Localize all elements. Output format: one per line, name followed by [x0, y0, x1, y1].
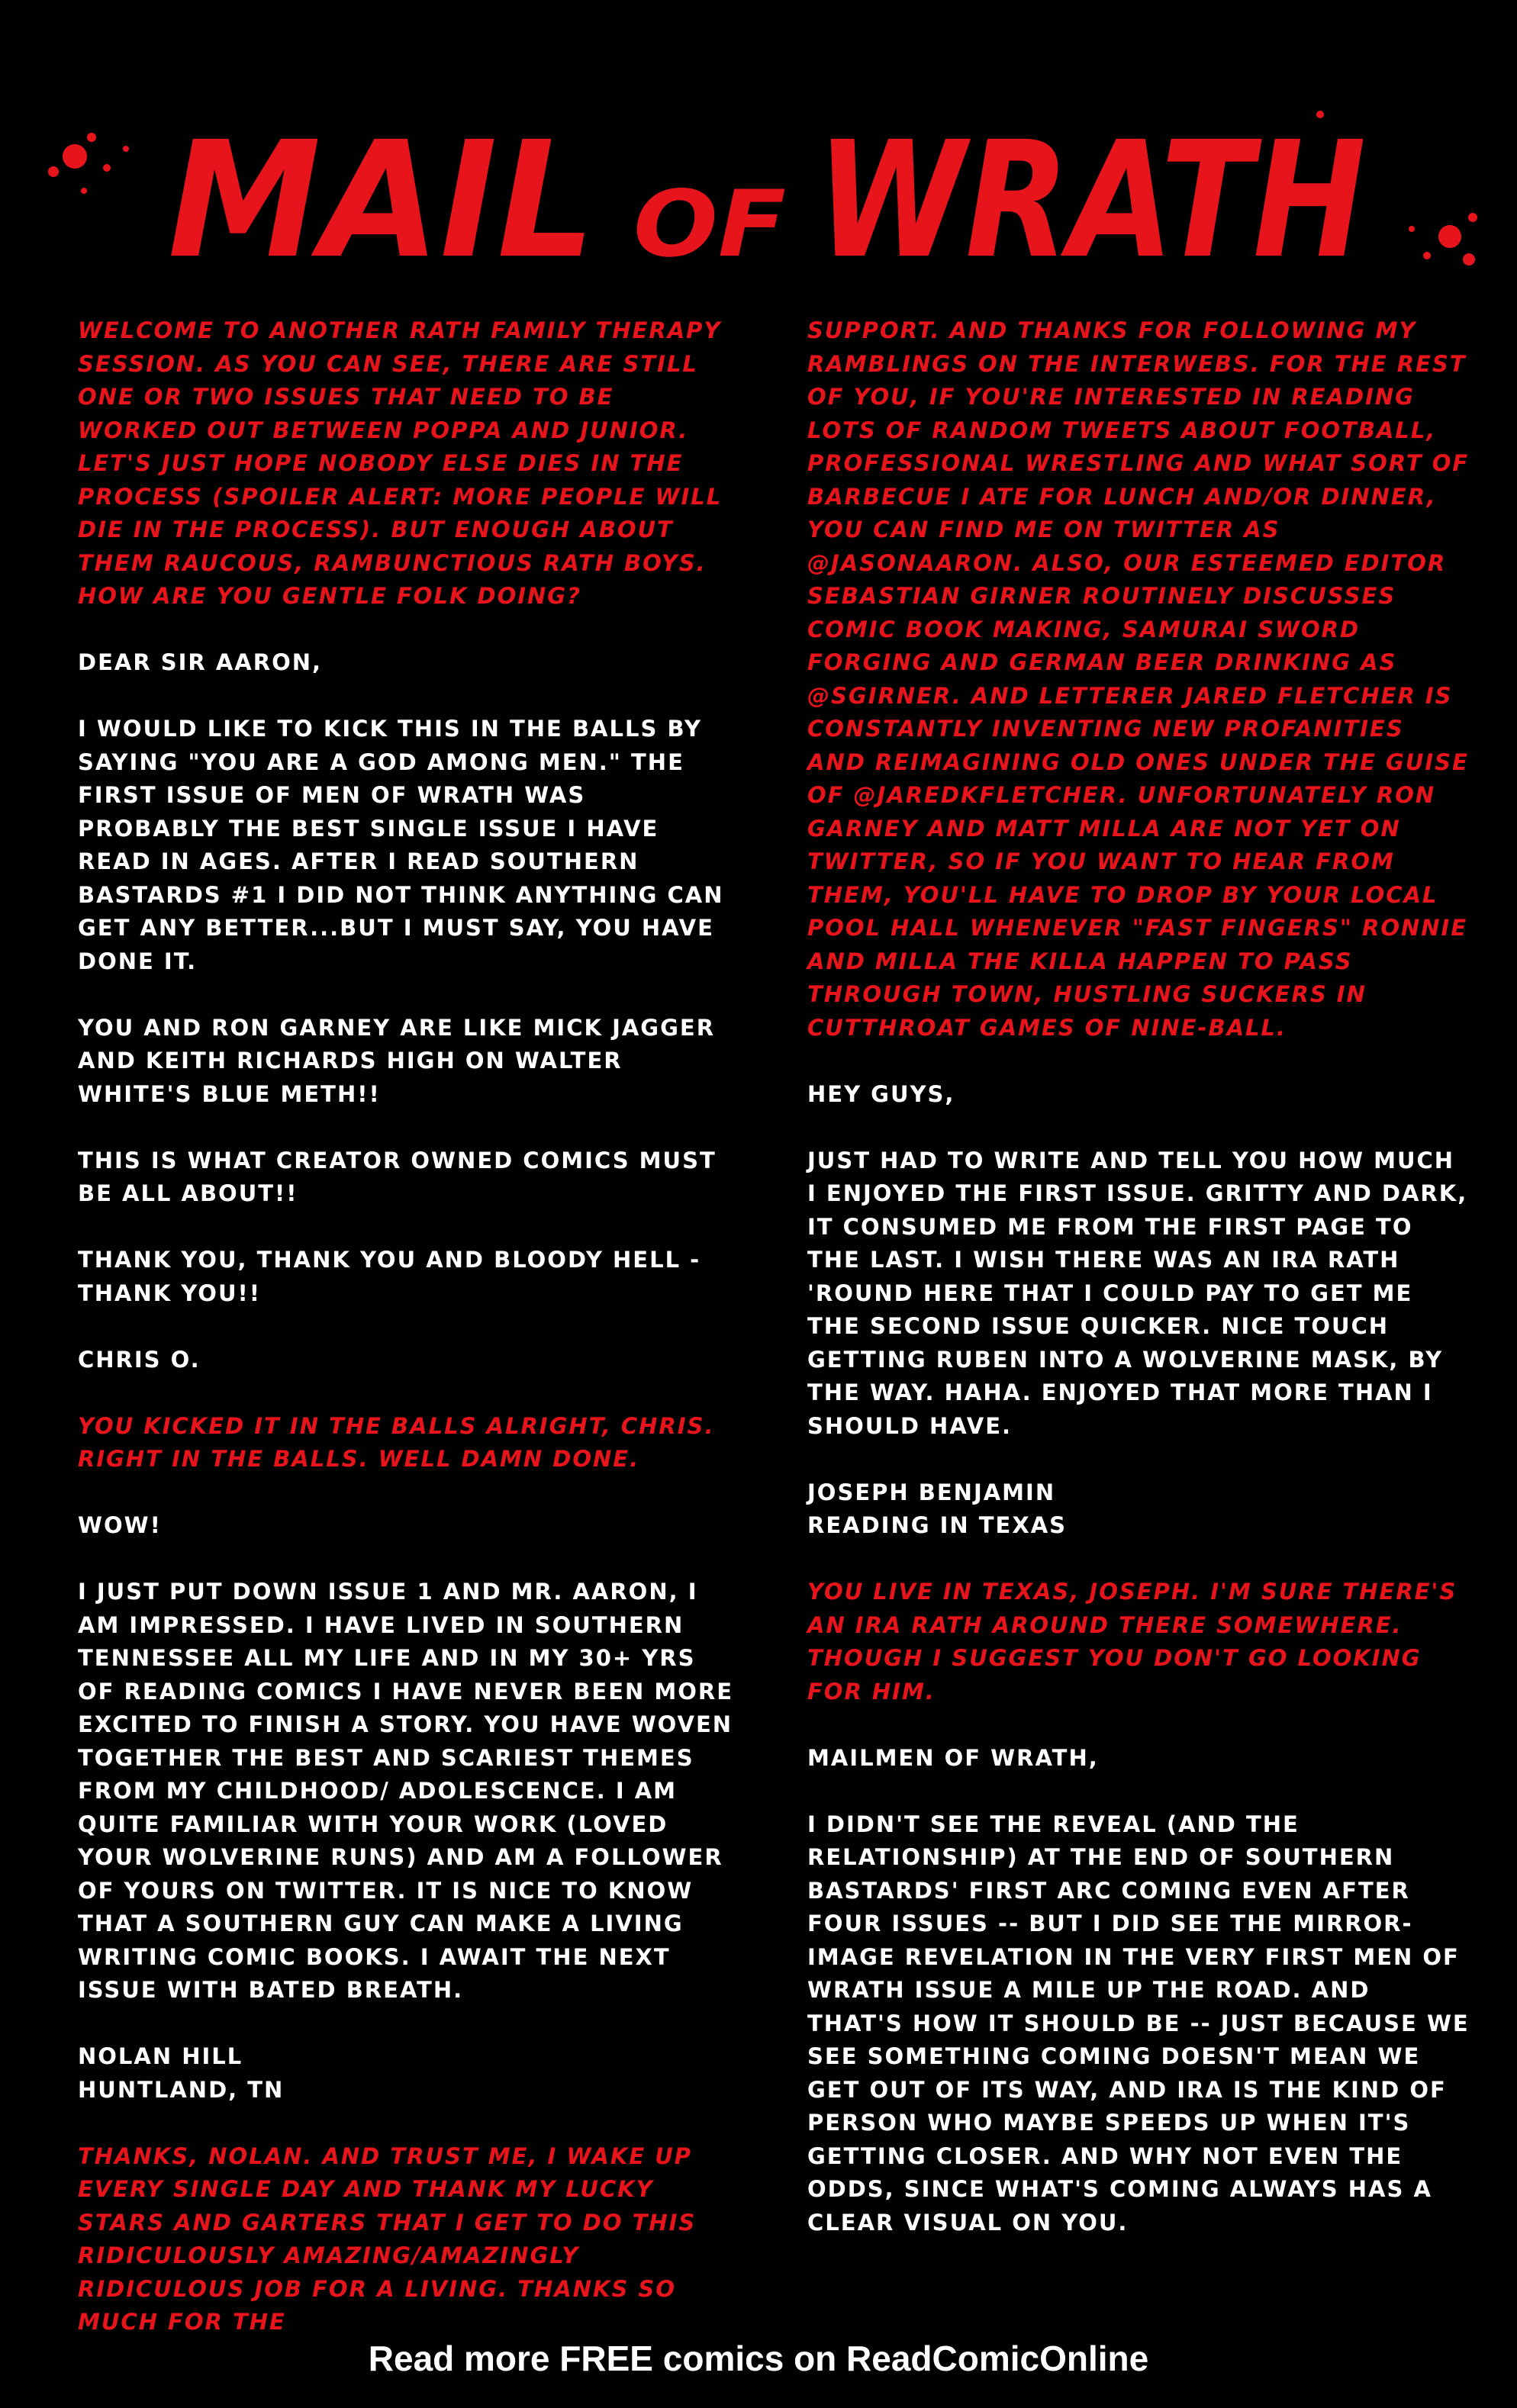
title-wrath: WRATH: [816, 107, 1366, 294]
page-title: [0, 84, 1517, 298]
letter-body: THIS IS WHAT CREATOR OWNED COMICS MUST BE ALL ABOUT!!: [78, 1147, 717, 1206]
editor-reply: YOU KICKED IT IN THE BALLS ALRIGHT, CHRIS. RIGHT IN THE BALLS. WELL DAMN DONE.: [78, 1412, 715, 1472]
editor-reply: SUPPORT. AND THANKS FOR FOLLOWING MY RAMBLINGS ON THE INTERWEBS. FOR THE REST OF YOU, IF YOU'RE INTERESTED IN READING LOTS OF RANDOM TWEETS ABOUT FOOTBALL, PROFESSIONAL WRESTLING AND WHAT SORT OF BARBECUE I ATE FOR LUNCH AND/OR DINNER, YOU CAN FIND ME ON TWITTER AS @JASONAARON. ALSO, OUR ESTEEMED EDITOR SEBASTIAN GIRNER ROUTINELY DISCUSSES COMIC BOOK MAKING, SAMURAI SWORD FORGING AND GERMAN BEER DRINKING AS @SGIRNER. AND LETTERER JARED FLETCHER IS CONSTANTLY INVENTING NEW PROFANITIES AND REIMAGINING OLD ONES UNDER THE GUISE OF @JAREDKFLETCHER. UNFORTUNATELY RON GARNEY AND MATT MILLA ARE NOT YET ON TWITTER, SO IF YOU WANT TO HEAR FROM THEM, YOU'LL HAVE TO DROP BY YOUR LOCAL POOL HALL WHENEVER "FAST FINGERS" RONNIE AND MILLA THE KILLA HAPPEN TO PASS THROUGH TOWN, HUSTLING SUCKERS IN CUTTHROAT GAMES OF NINE-BALL.: [807, 317, 1470, 1041]
letters-column-left: [78, 314, 734, 2372]
letter-salutation: HEY GUYS,: [807, 1080, 955, 1107]
letter-salutation: WOW!: [78, 1512, 162, 1538]
editor-reply: THANKS, NOLAN. AND TRUST ME, I WAKE UP EVERY SINGLE DAY AND THANK MY LUCKY STARS AND GARTERS THAT I GET TO DO THIS RIDICULOUSLY AMAZING/AMAZINGLY RIDICULOUS JOB FOR A LIVING. THANKS SO MUCH FOR THE: [78, 2142, 697, 2335]
blood-splatter-left-icon: [48, 133, 129, 194]
footer-banner: Read more FREE comics on ReadComicOnline: [368, 2339, 1149, 2378]
letter-body: JUST HAD TO WRITE AND TELL YOU HOW MUCH I ENJOYED THE FIRST ISSUE. GRITTY AND DARK, IT CONSUMED ME FROM THE FIRST PAGE TO THE LAST. I WISH THERE WAS AN IRA RATH 'ROUND HERE THAT I COULD PAY TO GET ME THE SECOND ISSUE QUICKER. NICE TOUCH GETTING RUBEN INTO A WOLVERINE MASK, BY THE WAY. HAHA. ENJOYED THAT MORE THAN I SHOULD HAVE.: [807, 1147, 1468, 1439]
letter-salutation: DEAR SIR AARON,: [78, 649, 323, 675]
letter-body: YOU AND RON GARNEY ARE LIKE MICK JAGGER AND KEITH RICHARDS HIGH ON WALTER WHITE'S BLUE METH!!: [78, 1014, 716, 1107]
title-mail: MAIL: [168, 107, 595, 294]
letter-body: I DIDN'T SEE THE REVEAL (AND THE RELATIONSHIP) AT THE END OF SOUTHERN BASTARDS' FIRST ARC COMING EVEN AFTER FOUR ISSUES -- BUT I DID SEE THE MIRROR-IMAGE REVELATION IN THE VERY FIRST MEN OF WRATH ISSUE A MILE UP THE ROAD. AND THAT'S HOW IT SHOULD BE -- JUST BECAUSE WE SEE SOMETHING COMING DOESN'T MEAN WE GET OUT OF ITS WAY, AND IRA IS THE KIND OF PERSON WHO MAYBE SPEEDS UP WHEN IT'S GETTING CLOSER. AND WHY NOT EVEN THE ODDS, SINCE WHAT'S COMING ALWAYS HAS A CLEAR VISUAL ON YOU.: [807, 1811, 1470, 2236]
letter-signature: JOSEPH BENJAMIN READING IN TEXAS: [807, 1479, 1068, 1538]
letter-body: I JUST PUT DOWN ISSUE 1 AND MR. AARON, I AM IMPRESSED. I HAVE LIVED IN SOUTHERN TENNESSEE ALL MY LIFE AND IN MY 30+ YRS OF READING COMICS I HAVE NEVER BEEN MORE EXCITED TO FINISH A STORY. YOU HAVE WOVEN TOGETHER THE BEST AND SCARIEST THEMES FROM MY CHILDHOOD/ ADOLESCENCE. I AM QUITE FAMILIAR WITH YOUR WORK (LOVED YOUR WOLVERINE RUNS) AND AM A FOLLOWER OF YOURS ON TWITTER. IT IS NICE TO KNOW THAT A SOUTHERN GUY CAN MAKE A LIVING WRITING COMIC BOOKS. I AWAIT THE NEXT ISSUE WITH BATED BREATH.: [78, 1579, 734, 2003]
letter-body: I WOULD LIKE TO KICK THIS IN THE BALLS BY SAYING "YOU ARE A GOD AMONG MEN." THE FIRST ISSUE OF MEN OF WRATH WAS PROBABLY THE BEST SINGLE ISSUE I HAVE READ IN AGES. AFTER I READ SOUTHERN BASTARDS #1 I DID NOT THINK ANYTHING CAN GET ANY BETTER...BUT I MUST SAY, YOU HAVE DONE IT.: [78, 716, 724, 974]
letter-signature: CHRIS O.: [78, 1346, 201, 1373]
editor-reply: YOU LIVE IN TEXAS, JOSEPH. I'M SURE THERE'S AN IRA RATH AROUND THERE SOMEWHERE. THOUGH I SUGGEST YOU DON'T GO LOOKING FOR HIM.: [807, 1579, 1457, 1705]
editor-intro: WELCOME TO ANOTHER RATH FAMILY THERAPY SESSION. AS YOU CAN SEE, THERE ARE STILL ONE OR TWO ISSUES THAT NEED TO BE WORKED OUT BETWEEN POPPA AND JUNIOR. LET'S JUST HOPE NOBODY ELSE DIES IN THE PROCESS (SPOILER ALERT: MORE PEOPLE WILL DIE IN THE PROCESS). BUT ENOUGH ABOUT THEM RAUCOUS, RAMBUNCTIOUS RATH BOYS. HOW ARE YOU GENTLE FOLK DOING?: [78, 317, 723, 609]
letter-salutation: MAILMEN OF WRATH,: [807, 1744, 1099, 1771]
title-of: OF: [633, 172, 786, 278]
letter-signature: NOLAN HILL HUNTLAND, TN: [78, 2043, 285, 2103]
letters-column-right: [807, 314, 1471, 2273]
letter-body: THANK YOU, THANK YOU AND BLOODY HELL - THANK YOU!!: [78, 1247, 701, 1306]
